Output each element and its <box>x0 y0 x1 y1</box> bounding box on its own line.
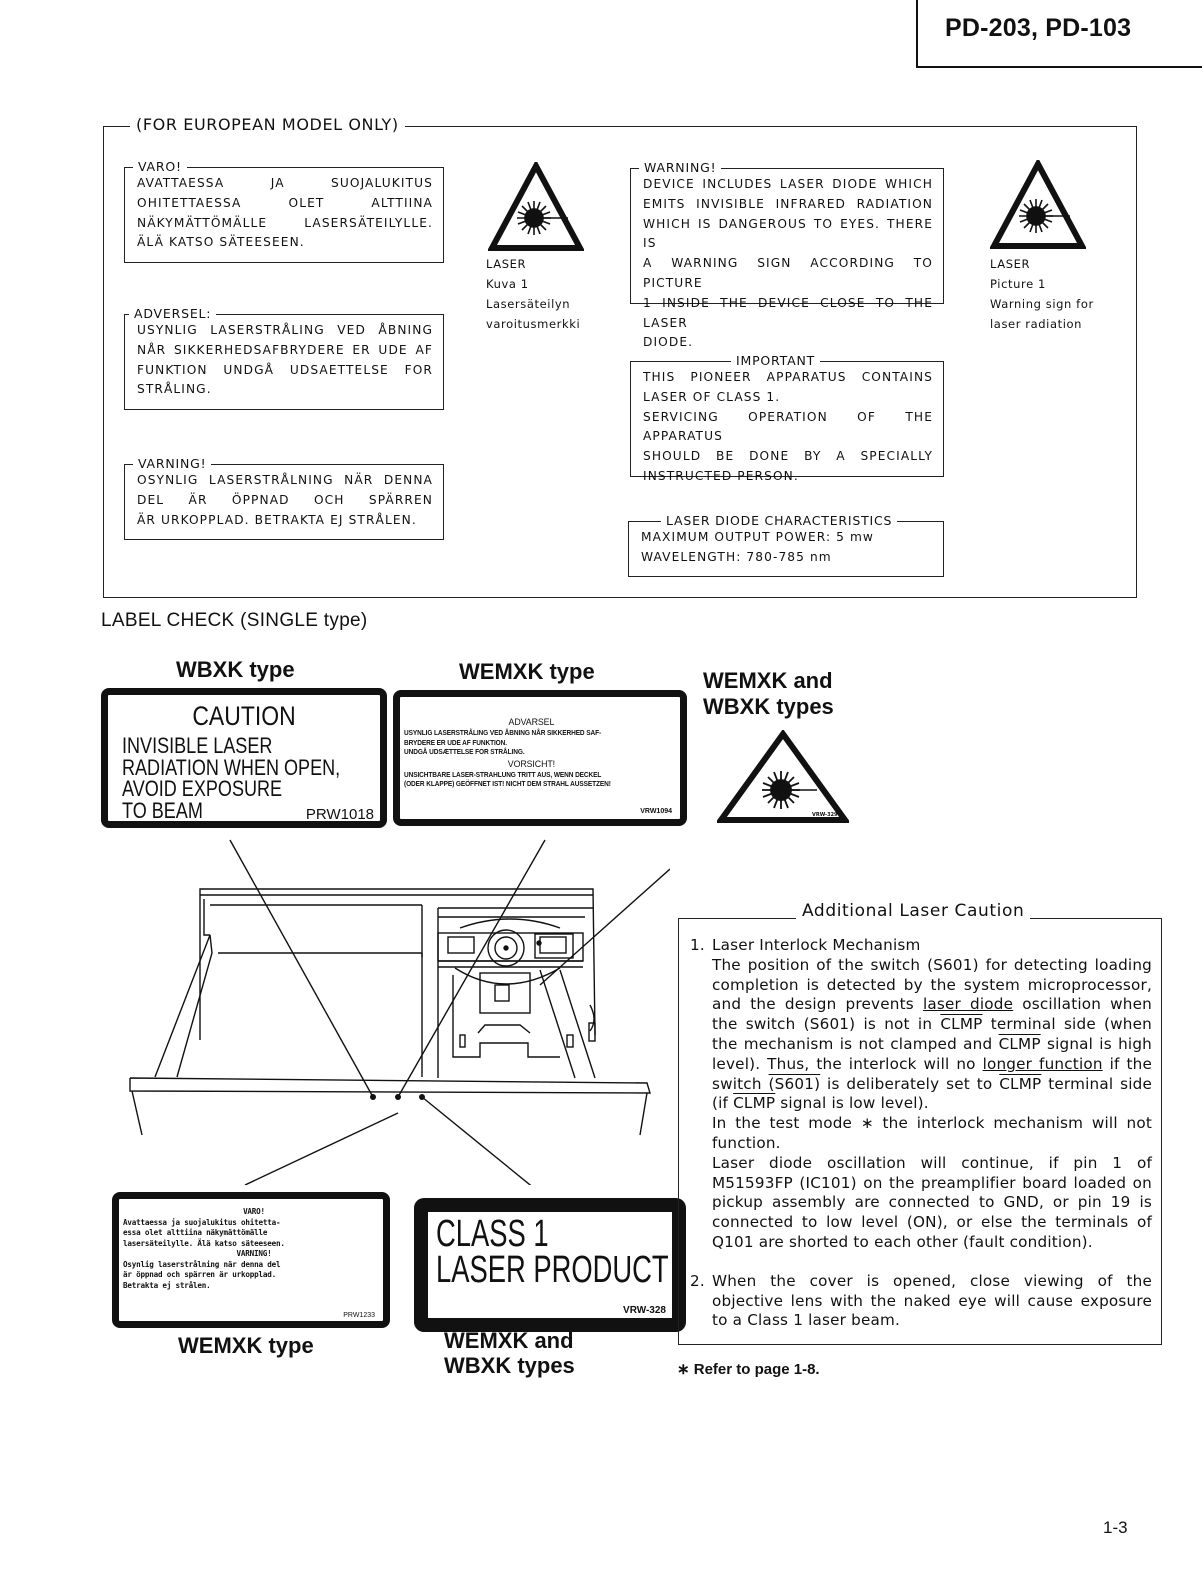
item-body <box>712 936 1152 1253</box>
test-mode-paragraph: In the test mode ∗ the interlock mechanism will not function. <box>712 1114 1152 1152</box>
triangle-label-heading <box>703 668 834 720</box>
adversel-title: ADVERSEL: <box>129 305 216 323</box>
wbxk-heading: WBXK type <box>176 657 295 682</box>
text: oscillation when the switch (S601) is not in <box>712 995 1152 1034</box>
diode-line: MAXIMUM OUTPUT POWER: 5 mw <box>641 530 875 544</box>
wbxk-caution-label <box>101 688 387 828</box>
adversel-line: STRÅLING. <box>137 382 212 397</box>
varo-line: NÄKYMÄTTÖMÄLLE LASERSÄTEILYLLE. <box>137 215 433 230</box>
adversel-line: USYNLIG LASERSTRÅLING VED ÅBNING <box>137 323 433 337</box>
caption-line: laser radiation <box>990 317 1083 331</box>
english-sign-caption <box>990 254 1094 334</box>
class1-line: LASER PRODUCT <box>436 1249 669 1291</box>
page-number: 1-3 <box>1103 1518 1128 1537</box>
footnote: ∗ Refer to page 1-8. <box>677 1361 820 1378</box>
text: laser diode <box>922 995 1014 1014</box>
caution-line: AVOID EXPOSURE <box>122 776 283 801</box>
clmp-signal: CLMP <box>998 1034 1041 1053</box>
important-line: THIS PIONEER APPARATUS CONTAINS <box>643 370 933 384</box>
caution-item-1 <box>690 936 1152 1253</box>
part-number: VRW-328 <box>623 1305 666 1316</box>
text: longer function <box>982 1054 1103 1073</box>
varning-line: OSYNLIG LASERSTRÅLNING NÄR DENNA <box>137 473 433 487</box>
varning-line: DEL ÄR ÖPPNAD OCH SPÄRREN <box>137 492 433 507</box>
warning-line: 1 INSIDE THE DEVICE CLOSE TO THE LASER <box>643 295 933 330</box>
wemxk-varo-label <box>112 1192 390 1328</box>
part-number: PRW1233 <box>343 1312 375 1319</box>
laser-warning-triangle-icon <box>717 730 849 824</box>
interlock-paragraph <box>712 956 1152 1114</box>
laser-warning-triangle-icon <box>488 162 584 252</box>
advarsel-line: UNDGÅ UDSÆTTELSE FOR STRÅLING. <box>404 749 525 757</box>
text: The position of the switch (S601) for detecting loading completion is detected by the system microprocessor, and the design prevents <box>712 955 1152 1014</box>
varo-title: VARO! <box>133 158 187 176</box>
varo-warning-box <box>124 159 444 263</box>
item-number: 1. <box>690 936 705 954</box>
item-number: 2. <box>690 1271 705 1290</box>
clmp-signal: CLMP <box>999 1074 1042 1093</box>
oscillation-paragraph: Laser diode oscillation will continue, if pin 1 of M51593FP (IC101) on the preamplifier board loaded on pickup assembly are connected to GND, or pin 19 is connected to low level (ON), or else the terminals of Q101 are shorted to each other (fault condition). <box>712 1153 1152 1251</box>
warning-line: EMITS INVISIBLE INFRARED RADIATION <box>643 196 933 211</box>
laser-warning-triangle-icon <box>990 160 1086 250</box>
heading-line: WEMXK and <box>703 668 833 693</box>
european-section-legend: (FOR EUROPEAN MODEL ONLY) <box>130 115 405 134</box>
varning-title: VARNING! <box>133 455 211 473</box>
varo-label-text <box>123 1207 385 1291</box>
varo-label-line: Avattaessa ja suojalukitus ohitetta- <box>123 1217 281 1227</box>
clmp-signal: CLMP <box>733 1094 776 1113</box>
additional-laser-caution-body <box>690 936 1152 1331</box>
heading-line: WBXK types <box>444 1353 575 1378</box>
vorsicht-line: UNSICHTBARE LASER-STRAHLUNG TRITT AUS, WENN DECKEL <box>404 771 602 779</box>
caution-title: CAUTION <box>192 701 296 731</box>
clmp-signal: CLMP <box>940 1015 983 1034</box>
laser-diode-characteristics-box <box>628 513 944 577</box>
caution-line: INVISIBLE LASER <box>122 733 273 758</box>
class1-laser-product-label <box>414 1198 686 1332</box>
text: signal is low level). <box>775 1094 929 1113</box>
varo-label-line: essa olet alttiina näkymättömälle <box>123 1228 268 1237</box>
important-line: LASER OF CLASS 1. <box>643 389 781 404</box>
text: signal is high level). Thus, the interlock will no <box>712 1034 1152 1073</box>
varning-label-line: Betrakta ej strålen. <box>123 1280 211 1290</box>
vorsicht-line: (ODER KLAPPE) GEÖFFNET IST! NICHT DEM STRAHL AUSSETZEN! <box>404 781 611 789</box>
item-title: Laser Interlock Mechanism <box>712 936 921 954</box>
wemxk-heading: WEMXK type <box>459 659 595 684</box>
warning-box <box>630 160 944 350</box>
important-box <box>630 353 944 483</box>
text: terminal side (when the mechanism is not clamped and <box>712 1015 1153 1053</box>
diode-line: WAVELENGTH: 780-785 nm <box>641 549 832 564</box>
warning-line: DIODE. <box>643 335 694 350</box>
advarsel-line: USYNLIG LASERSTRÅLING VED ÅBNING NÅR SIKKERHED SAF- <box>404 730 602 737</box>
varning-label-line: Osynlig laserstrålning när denna del <box>123 1259 281 1269</box>
class1-line: CLASS 1 <box>436 1213 549 1255</box>
adversel-warning-box <box>124 306 444 410</box>
adversel-line: NÅR SIKKERHEDSAFBRYDERE ER UDE AF <box>137 342 433 357</box>
finnish-sign-caption <box>486 254 580 334</box>
varning-label-title: VARNING! <box>236 1249 272 1258</box>
varo-line: AVATTAESSA JA SUOJALUKITUS <box>137 176 433 190</box>
varo-label-title: VARO! <box>243 1207 265 1216</box>
caption-line: Picture 1 <box>990 277 1046 291</box>
diode-title: LASER DIODE CHARACTERISTICS <box>661 512 897 530</box>
warning-line: DEVICE INCLUDES LASER DIODE WHICH <box>643 177 933 191</box>
triangle-part-number: VRW-329 <box>812 812 838 818</box>
caution-line: RADIATION WHEN OPEN, <box>122 754 341 780</box>
important-line: SHOULD BE DONE BY A SPECIALLY <box>643 449 933 464</box>
class1-text <box>436 1213 669 1291</box>
caption-line: Warning sign for <box>990 297 1094 311</box>
heading-line: WBXK types <box>703 694 834 719</box>
important-line: SERVICING OPERATION OF THE APPARATUS <box>643 409 933 444</box>
text: is deliberately set to <box>820 1074 1000 1093</box>
varning-label-line: är öppnad och spärren är urkopplad. <box>123 1270 277 1279</box>
advarsel-title: ADVARSEL <box>508 717 555 728</box>
warning-line: A WARNING SIGN ACCORDING TO PICTURE <box>643 256 933 290</box>
part-number: PRW1018 <box>305 806 374 823</box>
varo-line: ÄLÄ KATSO SÄTEESEEN. <box>137 235 305 250</box>
warning-title: WARNING! <box>639 159 721 177</box>
caption-line: Kuva 1 <box>486 277 529 291</box>
caption-line: LASER <box>486 257 527 271</box>
caution-line: TO BEAM <box>122 797 203 823</box>
heading-line: WEMXK and <box>444 1328 574 1353</box>
advarsel-text <box>404 717 659 790</box>
wemxk-advarsel-label <box>393 690 687 826</box>
caption-line: Lasersäteilyn <box>486 297 571 311</box>
important-title: IMPORTANT <box>731 352 820 370</box>
class1-heading <box>444 1328 575 1378</box>
varning-warning-box <box>124 456 444 540</box>
item-body: When the cover is opened, close viewing of the objective lens with the naked eye will cause exposure to a Class 1 laser beam. <box>712 1271 1152 1330</box>
adversel-line: FUNKTION UNDGÅ UDSAETTELSE FOR <box>137 362 433 377</box>
wemxk-varo-heading: WEMXK type <box>178 1333 314 1358</box>
text: (S601) <box>768 1074 821 1093</box>
part-number: VRW1094 <box>640 808 672 815</box>
label-check-title: LABEL CHECK (SINGLE type) <box>101 610 368 631</box>
varning-line: ÄR URKOPPLAD. BETRAKTA EJ STRÅLEN. <box>137 512 417 527</box>
caution-item-2 <box>690 1272 1152 1331</box>
caption-line: varoitusmerkki <box>486 317 581 331</box>
vorsicht-title: VORSICHT! <box>507 758 556 770</box>
model-title: PD-203, PD-103 <box>945 14 1132 42</box>
advarsel-line: BRYDERE ER UDE AF FUNKTION. <box>404 739 507 747</box>
text: if the switch <box>712 1054 1152 1093</box>
additional-laser-caution-title: Additional Laser Caution <box>796 901 1030 921</box>
text: terminal side (if <box>712 1074 1153 1113</box>
important-line: INSTRUCTED PERSON. <box>643 468 799 483</box>
caption-line: LASER <box>990 257 1031 271</box>
varo-line: OHITETTAESSA OLET ALTTIINA <box>137 195 433 210</box>
warning-line: WHICH IS DANGEROUS TO EYES. THERE IS <box>643 216 933 251</box>
varo-label-line: lasersäteilylle. Älä katso säteeseen. <box>123 1238 285 1248</box>
cd-player-tray-illustration <box>120 835 670 1185</box>
